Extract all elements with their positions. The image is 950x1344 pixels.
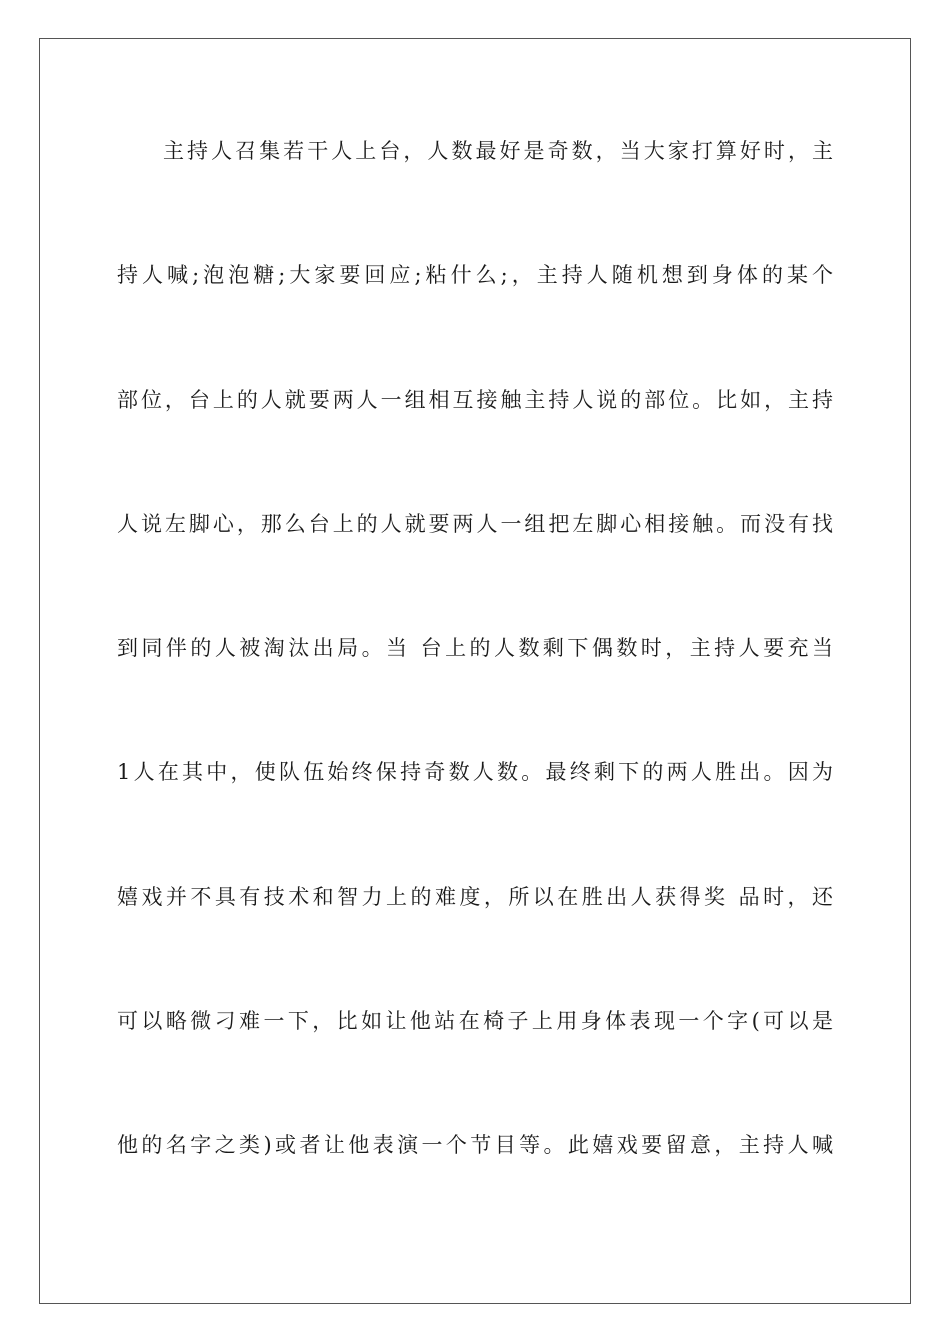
text-line-8: 可以略微刁难一下，比如让他站在椅子上用身体表现一个字(可以是 (117, 1009, 833, 1034)
text-line-1: 主持人召集若干人上台，人数最好是奇数，当大家打算好时，主 (163, 139, 833, 163)
text-line-9: 他的名字之类)或者让他表演一个节目等。此嬉戏要留意，主持人喊 (117, 1133, 833, 1158)
text-line-2: 持人喊;泡泡糖;大家要回应;粘什么;，主持人随机想到身体的某个 (117, 263, 833, 288)
text-line-6: 1人在其中，使队伍始终保持奇数人数。最终剩下的两人胜出。因为 (117, 760, 833, 785)
text-line-4: 人说左脚心，那么台上的人就要两人一组把左脚心相接触。而没有找 (117, 511, 833, 536)
text-line-3: 部位，台上的人就要两人一组相互接触主持人说的部位。比如，主持 (117, 387, 833, 412)
document-body (117, 131, 833, 1250)
text-line-5: 到同伴的人被淘汰出局。当 台上的人数剩下偶数时，主持人要充当 (117, 636, 833, 661)
text-line-7: 嬉戏并不具有技术和智力上的难度，所以在胜出人获得奖 品时，还 (117, 884, 833, 909)
